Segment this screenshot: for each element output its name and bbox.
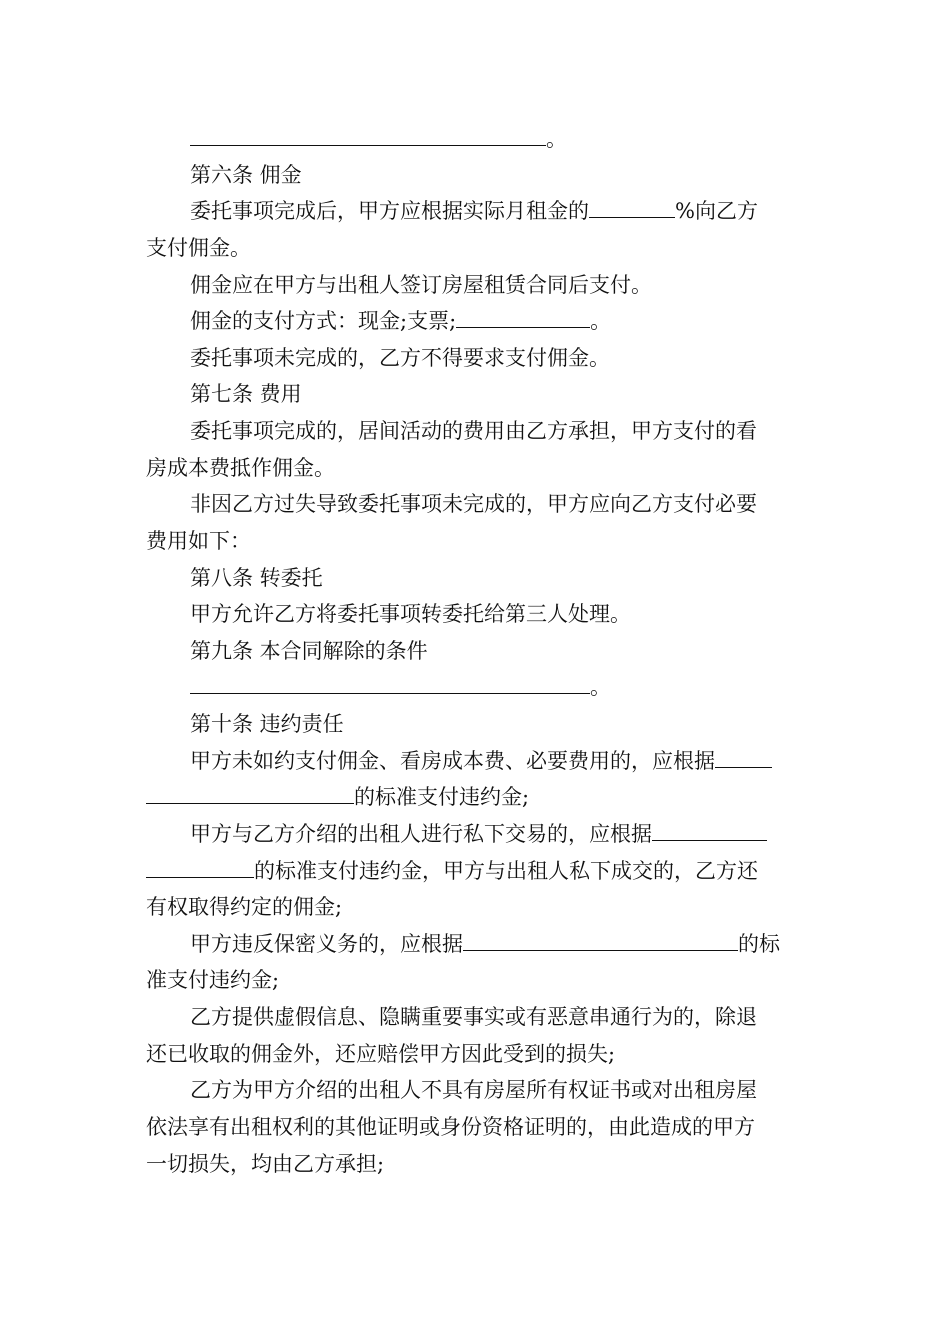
paragraph-line: 甲方未如约支付佣金、看房成本费、必要费用的，应根据	[190, 748, 772, 774]
fill-in-blank	[146, 785, 354, 804]
article-9-heading: 第九条 本合同解除的条件	[190, 639, 428, 663]
paragraph-line: 甲方允许乙方将委托事项转委托给第三人处理。	[190, 602, 631, 626]
fill-in-blank	[146, 859, 254, 878]
article-7-heading: 第七条 费用	[190, 382, 302, 406]
article-10-heading: 第十条 违约责任	[190, 712, 344, 736]
paragraph-line: 乙方为甲方介绍的出租人不具有房屋所有权证书或对出租房屋	[190, 1078, 757, 1102]
fill-in-blank	[715, 749, 772, 768]
paragraph-line: 非因乙方过失导致委托事项未完成的，甲方应向乙方支付必要	[190, 492, 757, 516]
paragraph-line: 支付佣金。	[146, 236, 251, 260]
paragraph-line: 甲方与乙方介绍的出租人进行私下交易的，应根据	[190, 821, 767, 847]
article-8-heading: 第八条 转委托	[190, 566, 323, 590]
paragraph-line: 委托事项未完成的，乙方不得要求支付佣金。	[190, 346, 610, 370]
paragraph-line: 依法享有出租权利的其他证明或身份资格证明的，由此造成的甲方	[146, 1115, 755, 1139]
fill-in-blank	[456, 309, 590, 328]
blank-line-2	[190, 674, 611, 700]
paragraph-line: 一切损失，均由乙方承担;	[146, 1152, 385, 1176]
period: 。	[590, 675, 611, 699]
paragraph-line: 的标准支付违约金，甲方与出租人私下成交的，乙方还	[146, 858, 758, 884]
article-6-heading: 第六条 佣金	[190, 163, 302, 187]
paragraph-line: 甲方违反保密义务的，应根据 的标	[190, 932, 780, 956]
paragraph-line: 佣金的支付方式：现金;支票; 。	[190, 309, 612, 333]
paragraph-line: 房成本费抵作佣金。	[146, 456, 335, 480]
fill-in-blank	[190, 675, 590, 694]
fill-in-blank	[652, 822, 767, 841]
fill-in-blank	[463, 932, 738, 951]
blank-line-1	[190, 126, 567, 152]
paragraph-line: 委托事项完成后，甲方应根据实际月租金的 %向乙方	[190, 199, 758, 223]
paragraph-line: 乙方提供虚假信息、隐瞒重要事实或有恶意串通行为的，除退	[190, 1005, 757, 1029]
paragraph-line: 费用如下：	[146, 529, 251, 553]
fill-in-blank	[190, 127, 546, 146]
paragraph-line: 委托事项完成的，居间活动的费用由乙方承担，甲方支付的看	[190, 419, 757, 443]
paragraph-line: 准支付违约金;	[146, 968, 280, 992]
paragraph-line: 的标准支付违约金;	[146, 784, 529, 810]
paragraph-line: 还已收取的佣金外，还应赔偿甲方因此受到的损失;	[146, 1042, 616, 1066]
period: 。	[546, 127, 567, 151]
paragraph-line: 佣金应在甲方与出租人签订房屋租赁合同后支付。	[190, 273, 652, 297]
fill-in-blank	[589, 199, 675, 218]
paragraph-line: 有权取得约定的佣金;	[146, 895, 343, 919]
